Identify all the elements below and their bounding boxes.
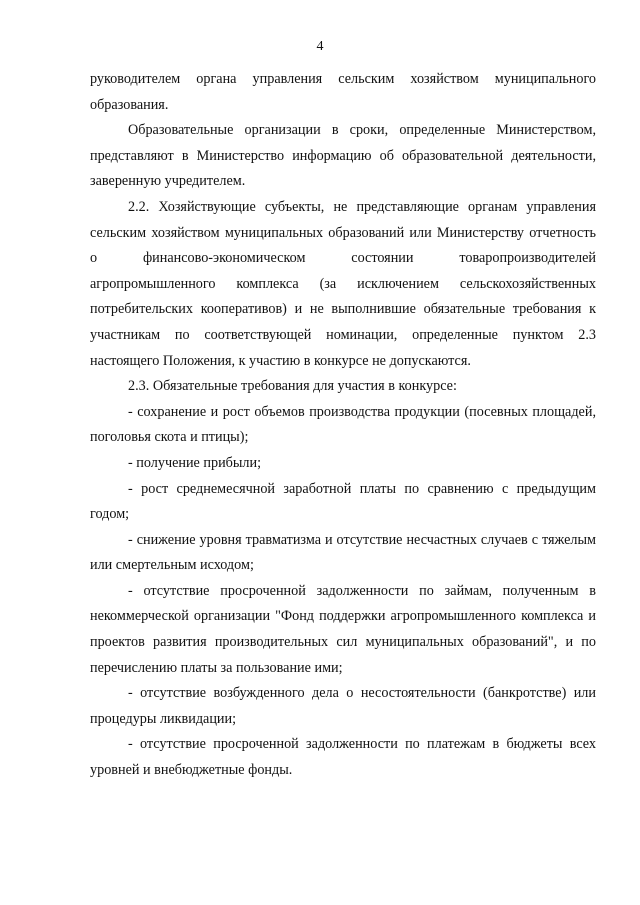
list-item-no-bankruptcy: - отсутствие возбужденного дела о несостоятельности (банкротстве) или процедуры ликвидации; <box>90 685 596 727</box>
list-item-salary-growth: - рост среднемесячной заработной платы по сравнению с предыдущим годом; <box>90 480 596 523</box>
list-item-production-growth: - сохранение и рост объемов производства продукции (посевных площадей, поголовья скота и птицы); <box>90 403 596 446</box>
page-number: 4 <box>316 39 324 54</box>
list-item-profit: - получение прибыли; <box>128 454 262 471</box>
paragraph-continuation: руководителем органа управления сельским хозяйством муниципального образования. <box>90 71 596 113</box>
paragraph-clause-2-3-heading: 2.3. Обязательные требования для участия в конкурсе: <box>128 378 457 395</box>
list-item-no-budget-debt: - отсутствие просроченной задолженности по платежам в бюджеты всех уровней и внебюджетные фонды. <box>90 736 596 779</box>
list-item-no-loan-debt: - отсутствие просроченной задолженности по займам, полученным в некоммерческой организации "Фонд поддержки агропромышленного комплекса и проектов развития производительных сил муниципальных образований", и по перечислению платы за пользование ими; <box>90 582 596 676</box>
document-body <box>90 67 596 784</box>
paragraph-educational-organizations: Образовательные организации в сроки, определенные Министерством, представляют в Министерство информацию об образовательной деятельности, заверенную учредителем. <box>90 122 596 190</box>
paragraph-clause-2-2: 2.2. Хозяйствующие субъекты, не представляющие органам управления сельским хозяйством муниципальных образований или Министерству отчетность о финансово-экономическом состоянии товаропроизводителей агропромышленного комплекса (за исключением сельскохозяйственных потребительских кооперативов) и не выполнившие обязательные требования к участникам по соответствующей номинации, определенные пунктом 2.3 настоящего Положения, к участию в конкурсе не допускаются. <box>90 198 596 369</box>
list-item-injury-reduction: - снижение уровня травматизма и отсутствие несчастных случаев с тяжелым или смертельным исходом; <box>90 531 596 574</box>
